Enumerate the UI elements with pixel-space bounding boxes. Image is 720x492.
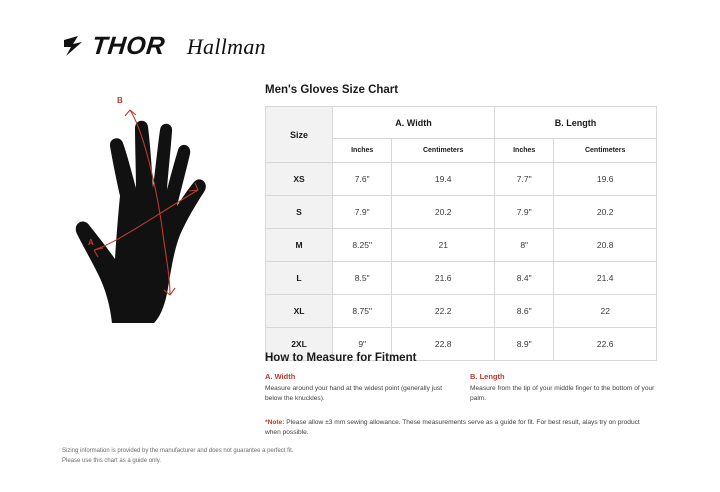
brand-header: [62, 32, 266, 61]
size-chart-table: [265, 106, 657, 361]
cell-width-inches: 8.25": [333, 229, 392, 262]
cell-length-centimeters: 20.2: [554, 196, 657, 229]
measurement-note: [265, 418, 657, 438]
cell-length-centimeters: 22: [554, 295, 657, 328]
cell-length-centimeters: 20.8: [554, 229, 657, 262]
cell-size: XL: [266, 295, 333, 328]
thor-logo: [62, 32, 165, 61]
cell-width-centimeters: 20.2: [392, 196, 495, 229]
column-header-length-centimeters: Centimeters: [554, 139, 657, 163]
cell-length-inches: 7.9": [494, 196, 553, 229]
cell-length-inches: 7.7": [494, 163, 553, 196]
column-header-length-inches: Inches: [494, 139, 553, 163]
cell-width-inches: 7.6": [333, 163, 392, 196]
thor-wordmark: THOR: [90, 32, 167, 60]
table-row: [266, 163, 657, 196]
column-header-width-inches: Inches: [333, 139, 392, 163]
cell-length-centimeters: 19.6: [554, 163, 657, 196]
note-label: *Note:: [265, 419, 285, 426]
thor-bolt-icon: [62, 34, 88, 60]
cell-length-inches: 8.4": [494, 262, 553, 295]
cell-size: XS: [266, 163, 333, 196]
cell-length-centimeters: 21.4: [554, 262, 657, 295]
cell-width-inches: 8.5": [333, 262, 392, 295]
howto-length-text: Measure from the tip of your middle finger to the bottom of your palm.: [470, 385, 655, 402]
howto-width-heading: A. Width: [265, 372, 296, 381]
table-row: [266, 262, 657, 295]
table-row: [266, 295, 657, 328]
page-title: Men's Gloves Size Chart: [265, 84, 399, 96]
howto-title: How to Measure for Fitment: [265, 352, 417, 364]
howto-length-heading: B. Length: [470, 372, 505, 381]
cell-width-inches: 7.9": [333, 196, 392, 229]
cell-width-centimeters: 19.4: [392, 163, 495, 196]
column-header-size: Size: [266, 107, 333, 163]
measure-label-a: A: [88, 238, 94, 247]
cell-width-centimeters: 21.6: [392, 262, 495, 295]
column-header-width-centimeters: Centimeters: [392, 139, 495, 163]
cell-width-centimeters: 22.2: [392, 295, 495, 328]
footer-line-1: Sizing information is provided by the manufacturer and does not guarantee a perfect fit.: [62, 448, 294, 454]
table-row: [266, 229, 657, 262]
column-group-length: B. Length: [494, 107, 656, 139]
cell-length-centimeters: 22.6: [554, 328, 657, 361]
note-text: Please allow ±3 mm sewing allowance. These measurements serve as a guide for fit. For best result, alays try on product when possible.: [265, 419, 640, 436]
cell-width-inches: 9": [333, 328, 392, 361]
cell-size: M: [266, 229, 333, 262]
cell-width-inches: 8.75": [333, 295, 392, 328]
footer-disclaimer: [62, 447, 293, 466]
cell-length-inches: 8.9": [494, 328, 553, 361]
cell-size: S: [266, 196, 333, 229]
hand-measurement-diagram: [58, 92, 248, 327]
howto-length-block: [470, 372, 657, 404]
howto-width-text: Measure around your hand at the widest point (generally just below the knuckles).: [265, 385, 443, 402]
table-row: [266, 196, 657, 229]
cell-size: L: [266, 262, 333, 295]
cell-size: 2XL: [266, 328, 333, 361]
cell-length-inches: 8.6": [494, 295, 553, 328]
cell-width-centimeters: 22.8: [392, 328, 495, 361]
column-group-width: A. Width: [333, 107, 495, 139]
howto-columns: [265, 372, 657, 404]
hallman-wordmark: Hallman: [186, 33, 266, 59]
howto-width-block: [265, 372, 452, 404]
footer-line-2: Please use this chart as a guide only.: [62, 457, 161, 464]
cell-length-inches: 8": [494, 229, 553, 262]
cell-width-centimeters: 21: [392, 229, 495, 262]
table-group-header-row: [266, 107, 657, 139]
measure-label-b: B: [117, 96, 123, 105]
